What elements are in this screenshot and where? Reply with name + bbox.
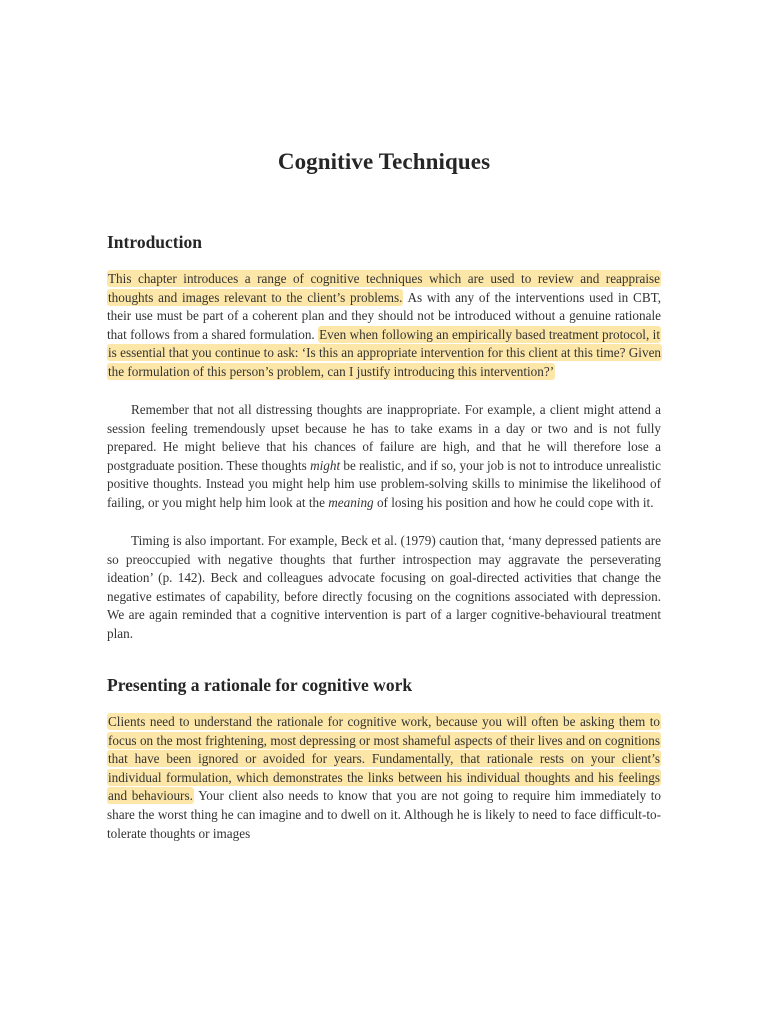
paragraph-text: Your client also needs to know that you are not going to require him immediately to share the worst thing he can imagine and to dwell on it. Although he is likely to need to face difficult-to-tolerate thoughts or images	[107, 788, 662, 841]
paragraph-text: As with any of the interventions used in CBT, their use must be part of a coherent plan and they should not be introduced without a genuine rationale that follows from a shared formulation.	[107, 289, 661, 342]
chapter-title: Cognitive Techniques	[277, 149, 491, 174]
paragraph-rationale-1	[107, 713, 661, 843]
paragraph-text: Remember that not all distressing thoughts are inappropriate. For example, a client might attend a session feeling tremendously upset because he has to take exams in a day or two and is not fully prepared. He might believe that his chances of failure are high, and that he will therefore lose a postgraduate position. These thoughts	[107, 402, 661, 473]
paragraph-introduction-1	[107, 270, 661, 382]
paragraph-introduction-3: Timing is also important. For example, Beck et al. (1979) caution that, ‘many depressed patients are so preoccupied with negative thoughts that further introspection may aggravate the perseverating ideation’ (p. 142). Beck and colleagues advocate focusing on goal-directed activities that change the negative estimates of capability, before directly focusing on the cognitions associated with depression. We are again reminded that a cognitive intervention is part of a larger cognitive-behavioural treatment plan.	[107, 533, 661, 641]
section-heading-rationale: Presenting a rationale for cognitive work	[107, 675, 413, 695]
highlighted-passage: Even when following an empirically based treatment protocol, it is essential that you continue to ask: ‘Is this an appropriate intervention for this client at this time? Given the formulation of this person’s problem, can I justify introducing this intervention?’	[108, 326, 662, 379]
paragraph-introduction-2	[107, 401, 661, 513]
highlighted-passage: Clients need to understand the rationale for cognitive work, because you will often be asking them to focus on the most frightening, most depressing or most shameful aspects of their lives and on cognitions that have been ignored or avoided for years. Fundamentally, that rationale rests on your client’s individual formulation, which demonstrates the links between his individual thoughts and his feelings and behaviours.	[108, 714, 660, 804]
emphasis-text: meaning	[328, 494, 374, 510]
highlighted-passage: This chapter introduces a range of cognitive techniques which are used to review and reappraise thoughts and images relevant to the client’s problems.	[108, 271, 660, 305]
paragraph-text: be realistic, and if so, your job is not to introduce unrealistic positive thoughts. Instead you might help him use problem-solving skills to minimise the likelihood of failing, or you might help him look at the	[107, 457, 661, 510]
section-heading-introduction: Introduction	[107, 232, 202, 252]
emphasis-text: might	[310, 457, 341, 473]
paragraph-text: of losing his position and how he could cope with it.	[373, 494, 654, 510]
